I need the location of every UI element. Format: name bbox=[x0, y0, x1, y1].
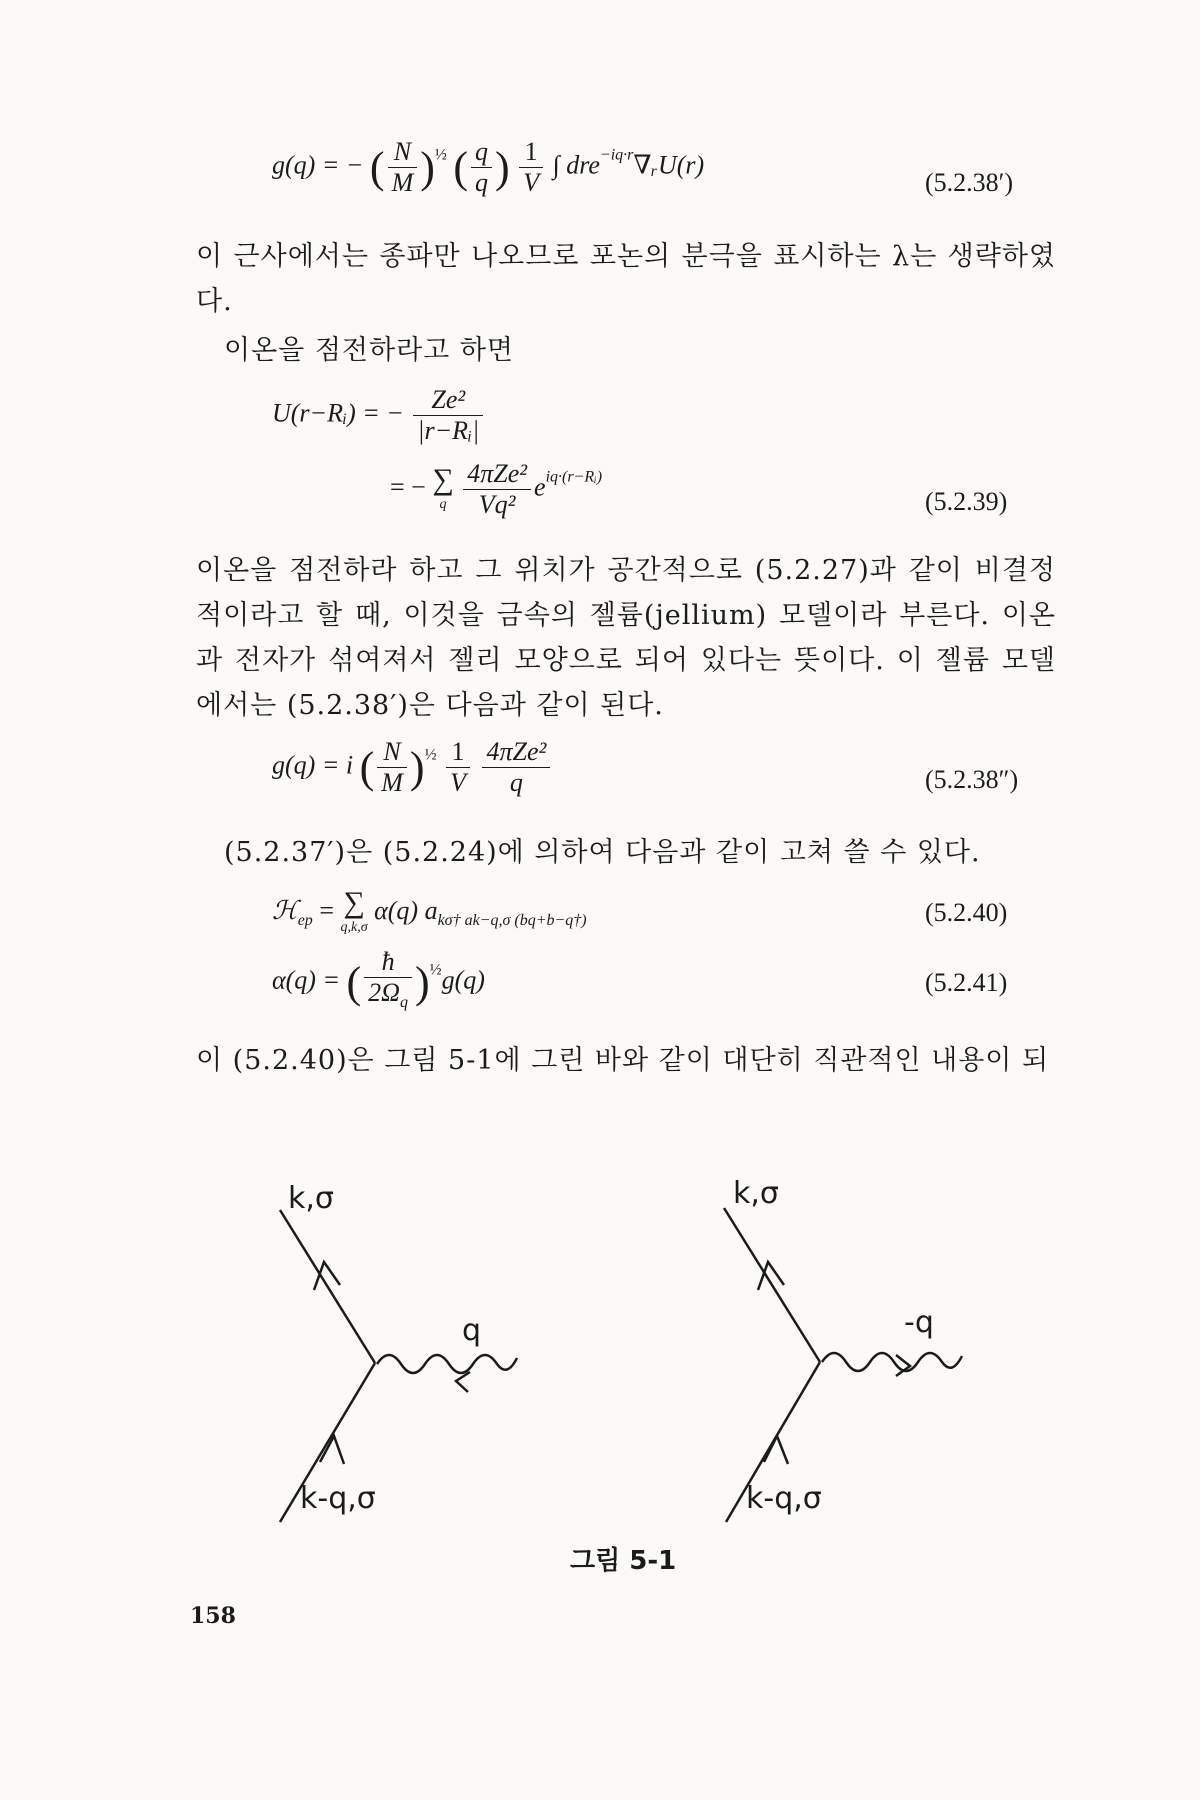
phonon-wavy-line bbox=[377, 1355, 517, 1373]
figure-caption: 그림 5-1 bbox=[570, 1546, 677, 1576]
equation-number: (5.2.39) bbox=[925, 487, 1008, 516]
equation-5-2-39: = − ∑ q $\frac{\text{4πZe²}}{\text{Vq²}}$ $e^{iq\cdot(r-Rᵢ)}$ bbox=[390, 459, 603, 519]
equation-5-2-38-double-prime: g(q) = i ( $\frac{N}{M}$ )$^{\frac{1}{2}}$ $\frac{1}{V}$ $\frac{\text{4πZe²}}{q}$ bbox=[272, 738, 553, 797]
equation-potential: U(r−Rᵢ) = − $\frac{\text{Ze²}}{\text{|r−Rᵢ|}}$ bbox=[272, 386, 486, 445]
outgoing-electron-line bbox=[280, 1210, 375, 1363]
paragraph-text: 이온을 점전하라고 하면 bbox=[224, 335, 514, 366]
label-outgoing-state: k,σ bbox=[733, 1176, 779, 1211]
label-outgoing-state: k,σ bbox=[288, 1181, 334, 1216]
outgoing-electron-line bbox=[724, 1208, 820, 1362]
equation-number: (5.2.38′) bbox=[925, 168, 1014, 197]
equation-5-2-38-prime: g(q) = − ( $\frac{N}{M}$ )$^{\frac{1}{2}}$ ( $\frac{q}{q}$ ) $\frac{1}{V}$ ∫ dre$^{-iq\cdot r}$∇ᵣU(r) bbox=[272, 137, 705, 197]
equation-5-2-40: ℋ$_{ep}$ = ∑ q,k,σ α(q) $a_{k\sigma\dagger ak-q,\sigma (bq+b-q\dagger)}$ bbox=[272, 886, 587, 935]
label-phonon-momentum: q bbox=[462, 1313, 482, 1348]
label-phonon-momentum: -q bbox=[904, 1305, 934, 1340]
feynman-diagram-right bbox=[724, 1176, 962, 1522]
equation-number: (5.2.38″) bbox=[925, 765, 1019, 794]
label-incoming-state: k-q,σ bbox=[746, 1481, 822, 1516]
arrow-icon bbox=[758, 1262, 784, 1290]
equation-number: (5.2.40) bbox=[925, 898, 1008, 927]
feynman-diagram-left bbox=[280, 1181, 517, 1522]
equation-5-2-41: α(q) = ( $\frac{ħ}{2\Omega_q}$ )$^{\frac{1}{2}}$g(q) bbox=[272, 947, 485, 1011]
paragraph-text: 이 (5.2.40)은 그림 5-1에 그린 바와 같이 대단히 직관적인 내용이 되 bbox=[196, 1045, 1050, 1076]
paragraph-text: (5.2.37′)은 (5.2.24)에 의하여 다음과 같이 고쳐 쓸 수 있다. bbox=[224, 837, 981, 868]
paragraph-text: 이온을 점전하라 하고 그 위치가 공간적으로 (5.2.27)과 같이 비결정적이라고 할 때, 이것을 금속의 젤륨(jellium) 모델이라 부른다. 이온과 전자가 섞여져서 젤리 모양으로 되어 있다는 뜻이다. 이 젤륨 모델에서는 (5.2.38′)은 다음과 같이 된다. bbox=[196, 555, 1056, 721]
label-incoming-state: k-q,σ bbox=[300, 1481, 376, 1516]
equation-number: (5.2.41) bbox=[925, 968, 1008, 997]
phonon-arrow-icon bbox=[456, 1372, 470, 1392]
phonon-wavy-line bbox=[822, 1353, 962, 1371]
paragraph-text: 이 근사에서는 종파만 나오므로 포논의 분극을 표시하는 λ는 생략하였다. bbox=[196, 241, 1056, 317]
page-number: 158 bbox=[190, 1603, 236, 1629]
